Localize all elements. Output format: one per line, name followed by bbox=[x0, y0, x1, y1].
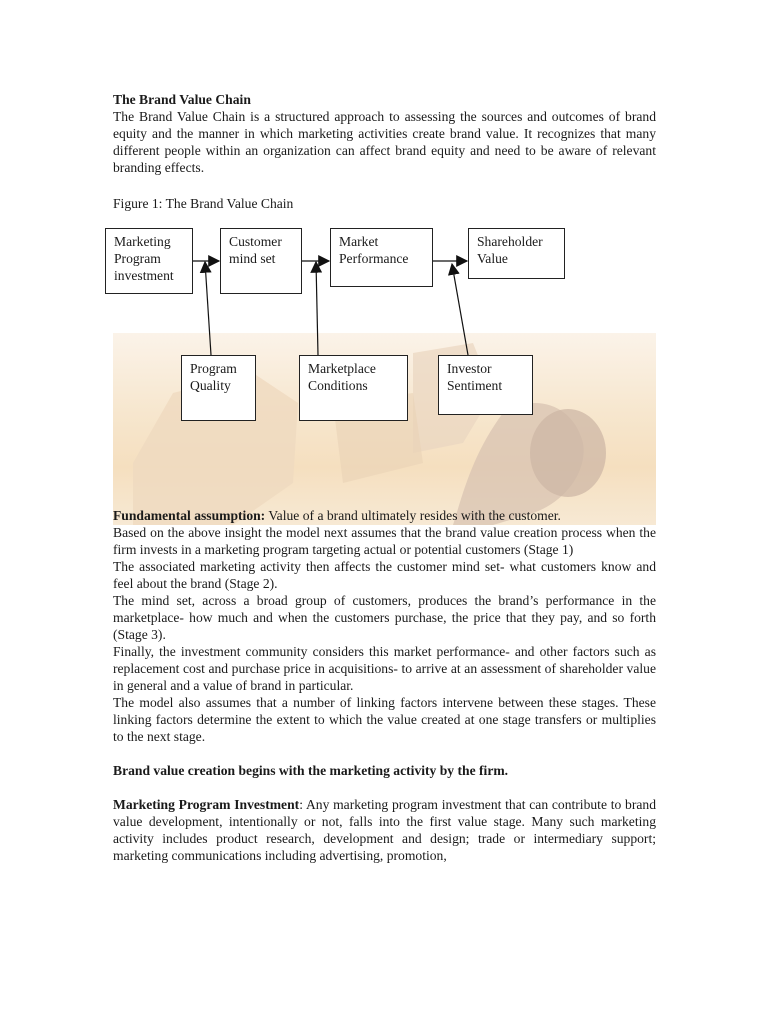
factor-box-program-quality bbox=[181, 355, 256, 421]
stage-label-line: Performance bbox=[339, 251, 409, 266]
stage-box-market-performance bbox=[330, 228, 433, 287]
factor-box-investor-sentiment bbox=[438, 355, 533, 415]
factor-label-line: Marketplace bbox=[308, 361, 376, 376]
fundamental-assumption bbox=[113, 507, 656, 524]
factor-label-line: Investor bbox=[447, 361, 492, 376]
body-section bbox=[113, 507, 656, 864]
intro-section bbox=[113, 91, 656, 176]
body-paragraph: The associated marketing activity then affects the customer mind set- what customers know and feel about the brand (Stage 2). bbox=[113, 559, 656, 591]
stage-label-line: Program bbox=[114, 251, 161, 266]
stage-box-marketing-program bbox=[105, 228, 193, 294]
factor-label-line: Conditions bbox=[308, 378, 368, 393]
bold-statement: Brand value creation begins with the marketing activity by the firm. bbox=[113, 763, 509, 778]
body-paragraph: The model also assumes that a number of linking factors intervene between these stages. These linking factors determine the extent to which the value created at one stage transfers or multiplies to the next stage. bbox=[113, 695, 656, 744]
body-paragraph: Based on the above insight the model next assumes that the brand value creation process when the firm invests in a marketing program targeting actual or potential customers (Stage 1) bbox=[113, 525, 656, 557]
body-paragraph: Finally, the investment community considers this market performance- and other factors such as replacement cost and purchase price in acquisitions- to arrive at an assessment of shareholder value in general and a value of brand in particular. bbox=[113, 644, 656, 693]
stage-label-line: mind set bbox=[229, 251, 276, 266]
mpi-label: Marketing Program Investment bbox=[113, 797, 300, 812]
stage-label-line: Marketing bbox=[114, 234, 171, 249]
stage-box-customer-mind-set bbox=[220, 228, 302, 294]
factor-label-line: Program bbox=[190, 361, 237, 376]
factor-label-line: Quality bbox=[190, 378, 231, 393]
stage-label-line: Customer bbox=[229, 234, 282, 249]
marketing-program-investment-paragraph bbox=[113, 796, 656, 864]
mpi-text: : Any marketing program investment that can contribute to brand value development, intentionally or not, falls into the first value stage. Many such marketing activity includes product research, development and design; trade or intermediary support; marketing communications including advertising, promotion, bbox=[113, 797, 656, 863]
figure-caption: Figure 1: The Brand Value Chain bbox=[113, 196, 294, 211]
body-paragraph: The mind set, across a broad group of customers, produces the brand’s performance in the marketplace- how much and when the customers purchase, the price that they pay, and so forth (Stage 3). bbox=[113, 593, 656, 642]
stage-label-line: investment bbox=[114, 268, 174, 283]
stage-label-line: Market bbox=[339, 234, 379, 249]
stage-label-line: Value bbox=[477, 251, 508, 266]
stage-label-line: Shareholder bbox=[477, 234, 543, 249]
stage-box-shareholder-value bbox=[468, 228, 565, 279]
page-title: The Brand Value Chain bbox=[113, 92, 251, 107]
factor-box-marketplace-conditions bbox=[299, 355, 408, 421]
assumption-label: Fundamental assumption: bbox=[113, 508, 266, 523]
factor-label-line: Sentiment bbox=[447, 378, 503, 393]
intro-paragraph: The Brand Value Chain is a structured approach to assessing the sources and outcomes of brand equity and the manner in which marketing activities create brand value. It recognizes that many different people within an organization can affect brand equity and need to be aware of relevant branding effects. bbox=[113, 109, 656, 175]
assumption-text: Value of a brand ultimately resides with the customer. bbox=[265, 508, 561, 523]
